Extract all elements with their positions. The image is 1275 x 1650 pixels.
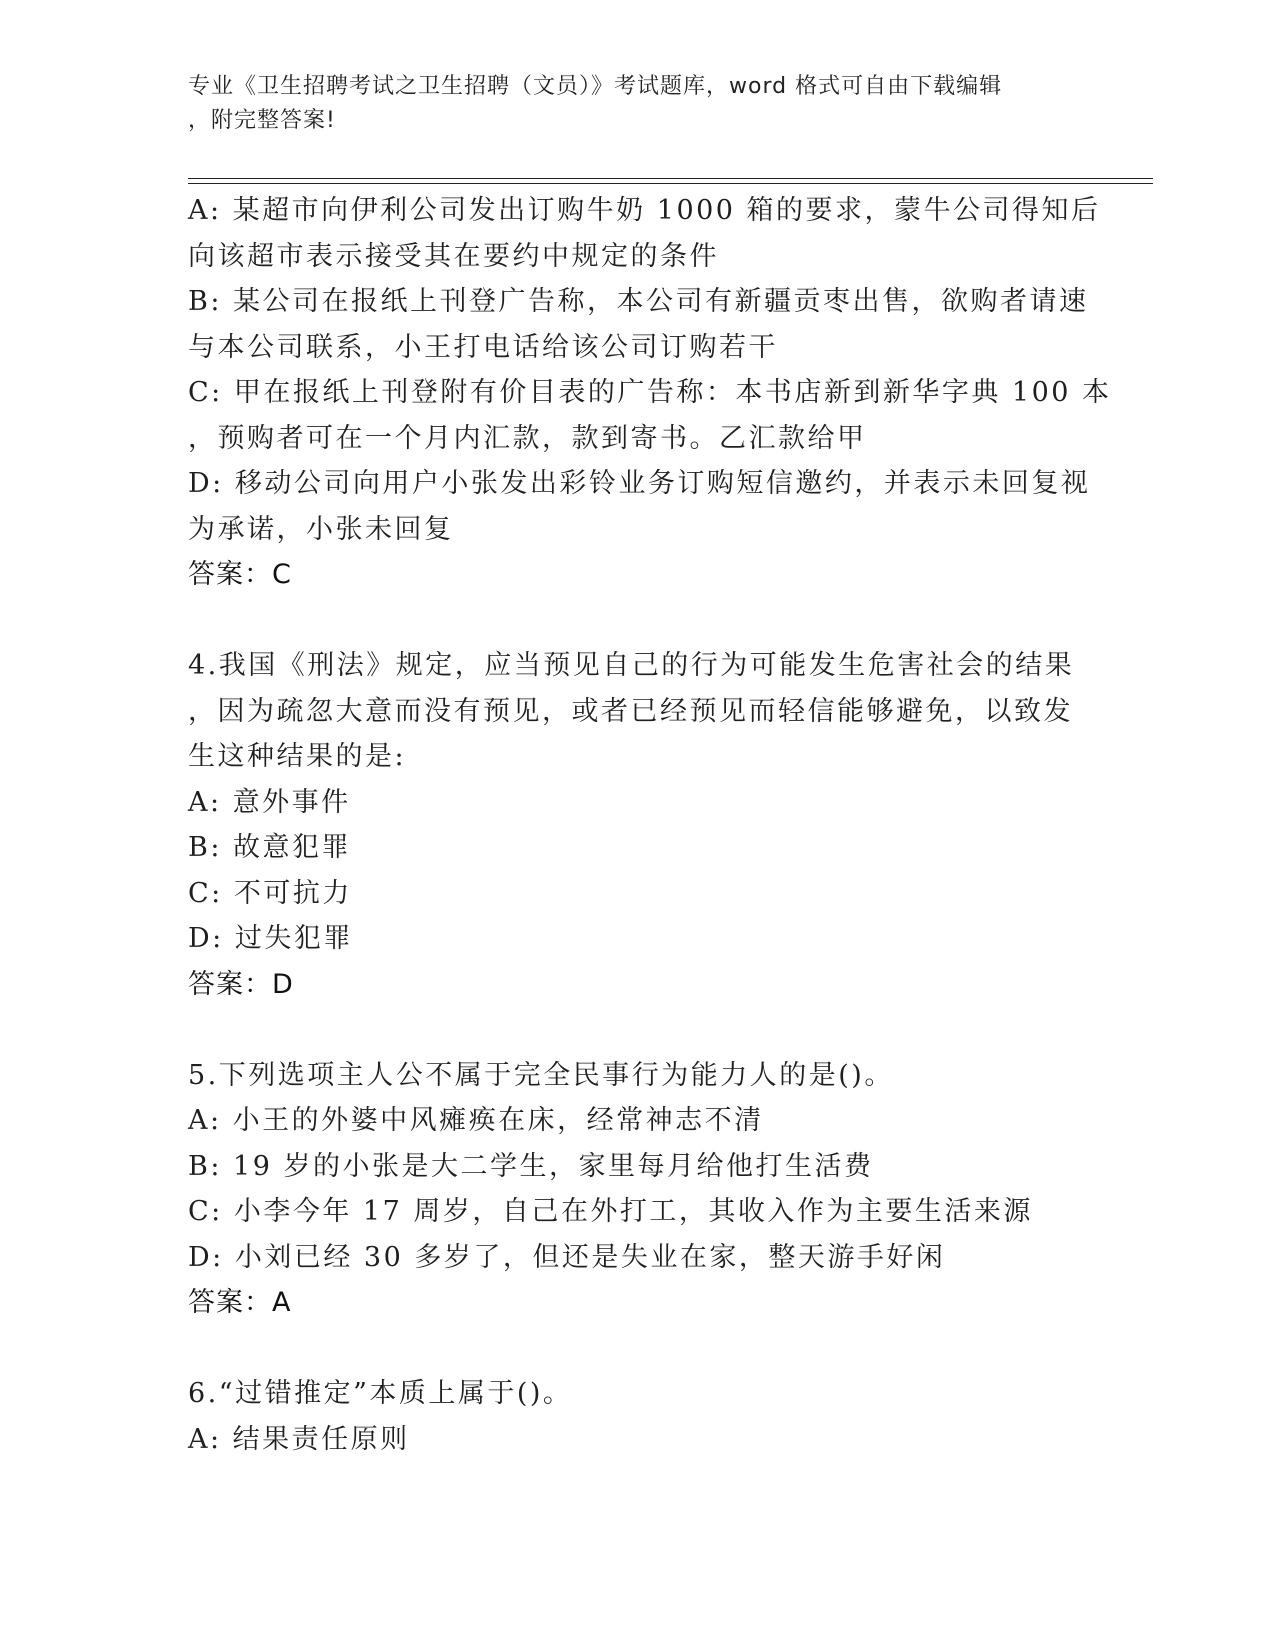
document-header bbox=[188, 70, 1068, 138]
question-5-option-c: C: 小李今年 17 周岁，自己在外打工，其收入作为主要生活来源 bbox=[188, 1196, 1033, 1227]
question-4-option-d: D: 过失犯罪 bbox=[188, 923, 353, 954]
question-6 bbox=[188, 1371, 1088, 1462]
question-5 bbox=[188, 1053, 1088, 1326]
question-spacer bbox=[188, 1326, 1088, 1372]
stem-line: 生这种结果的是: bbox=[188, 741, 407, 772]
question-3 bbox=[188, 188, 1112, 598]
question-content bbox=[188, 188, 1112, 1462]
question-5-option-b: B: 19 岁的小张是大二学生，家里每月给他打生活费 bbox=[188, 1150, 874, 1182]
header-subtitle-line: ，附完整答案! bbox=[188, 108, 336, 133]
header-divider-top bbox=[188, 178, 1153, 179]
option-line: 为承诺，小张未回复 bbox=[188, 513, 454, 545]
stem-line: ，因为疏忽大意而没有预见，或者已经预见而轻信能够避免，以致发 bbox=[188, 695, 1073, 727]
option-line: 与本公司联系，小王打电话给该公司订购若干 bbox=[188, 331, 778, 363]
header-title-line: 专业《卫生招聘考试之卫生招聘（文员）》考试题库，word 格式可自由下载编辑 bbox=[188, 74, 1003, 99]
question-3-option-a bbox=[188, 188, 1101, 279]
question-spacer bbox=[188, 598, 1088, 644]
option-line: A: 某超市向伊利公司发出订购牛奶 1000 箱的要求，蒙牛公司得知后 bbox=[188, 195, 1101, 226]
stem-line: 4.我国《刑法》规定，应当预见自己的行为可能发生危害社会的结果 bbox=[188, 650, 1075, 681]
option-line: C: 甲在报纸上刊登附有价目表的广告称：本书店新到新华字典 100 本 bbox=[188, 377, 1112, 408]
question-6-option-a: A: 结果责任原则 bbox=[188, 1423, 410, 1455]
option-line: D: 移动公司向用户小张发出彩铃业务订购短信邀约，并表示未回复视 bbox=[188, 468, 1091, 499]
header-divider-bottom bbox=[188, 183, 1153, 184]
question-3-option-c bbox=[188, 370, 1112, 461]
option-line: ，预购者可在一个月内汇款，款到寄书。乙汇款给甲 bbox=[188, 422, 867, 454]
question-5-answer: 答案：A bbox=[188, 1287, 292, 1318]
question-4-option-a: A: 意外事件 bbox=[188, 786, 351, 818]
question-4-option-b: B: 故意犯罪 bbox=[188, 832, 352, 863]
question-4-stem bbox=[188, 643, 1088, 780]
question-3-option-b bbox=[188, 279, 1088, 370]
question-5-stem: 5.下列选项主人公不属于完全民事行为能力人的是()。 bbox=[188, 1059, 894, 1091]
option-line: 向该超市表示接受其在要约中规定的条件 bbox=[188, 240, 719, 272]
question-3-option-d bbox=[188, 461, 1091, 552]
question-5-option-d: D: 小刘已经 30 多岁了，但还是失业在家，整天游手好闲 bbox=[188, 1241, 946, 1273]
question-3-answer: 答案：C bbox=[188, 559, 292, 590]
question-4 bbox=[188, 643, 1088, 1007]
question-5-option-a: A: 小王的外婆中风瘫痪在床，经常神志不清 bbox=[188, 1105, 764, 1136]
option-line: B: 某公司在报纸上刊登广告称，本公司有新疆贡枣出售，欲购者请速 bbox=[188, 286, 1089, 317]
question-6-stem: 6.“过错推定”本质上属于()。 bbox=[188, 1378, 573, 1409]
question-4-option-c: C: 不可抗力 bbox=[188, 877, 352, 909]
question-4-answer: 答案：D bbox=[188, 968, 294, 1000]
question-spacer bbox=[188, 1007, 1088, 1053]
